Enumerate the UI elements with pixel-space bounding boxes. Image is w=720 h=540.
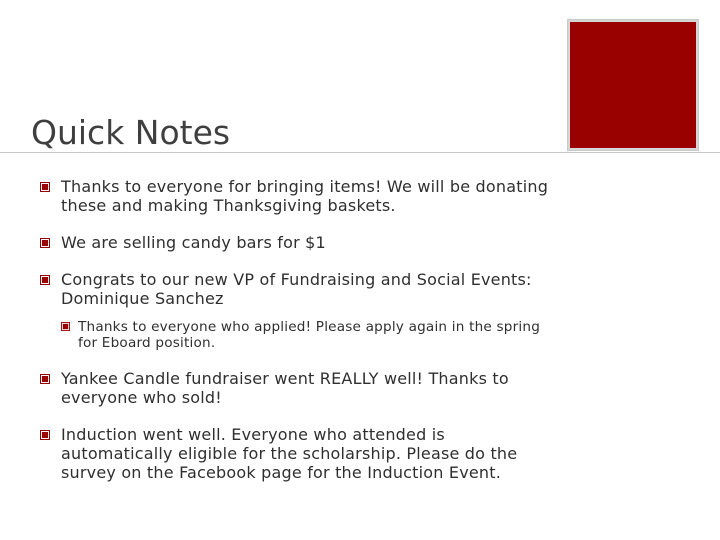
accent-square xyxy=(568,20,698,150)
bullet-item xyxy=(40,233,550,252)
bullet-item xyxy=(40,270,550,351)
bullet-item xyxy=(40,369,550,407)
bullet-text: Yankee Candle fundraiser went REALLY well! Thanks to everyone who sold! xyxy=(61,369,509,407)
bullet-text: We are selling candy bars for $1 xyxy=(61,233,326,252)
square-bullet-icon xyxy=(40,182,50,192)
sub-bullet-text: Thanks to everyone who applied! Please apply again in the spring for Eboard position. xyxy=(78,319,541,351)
square-bullet-icon xyxy=(40,238,50,248)
bullet-text: Thanks to everyone for bringing items! We will be donating these and making Thanksgiving baskets. xyxy=(61,177,549,215)
sub-bullet-list xyxy=(61,319,550,351)
bullet-item xyxy=(40,425,550,482)
title-divider xyxy=(0,152,720,153)
square-bullet-icon xyxy=(40,374,50,384)
bullet-text: Congrats to our new VP of Fundraising and Social Events: Dominique Sanchez xyxy=(61,270,532,308)
slide-title: Quick Notes xyxy=(31,113,231,152)
square-bullet-icon xyxy=(61,322,70,331)
bullet-item xyxy=(40,177,550,215)
bullet-text: Induction went well. Everyone who attended is automatically eligible for the scholarship. Please do the survey on the Facebook page for the Induction Event. xyxy=(61,425,518,482)
bullet-list xyxy=(40,177,550,482)
square-bullet-icon xyxy=(40,430,50,440)
sub-bullet-item xyxy=(61,319,550,351)
square-bullet-icon xyxy=(40,275,50,285)
